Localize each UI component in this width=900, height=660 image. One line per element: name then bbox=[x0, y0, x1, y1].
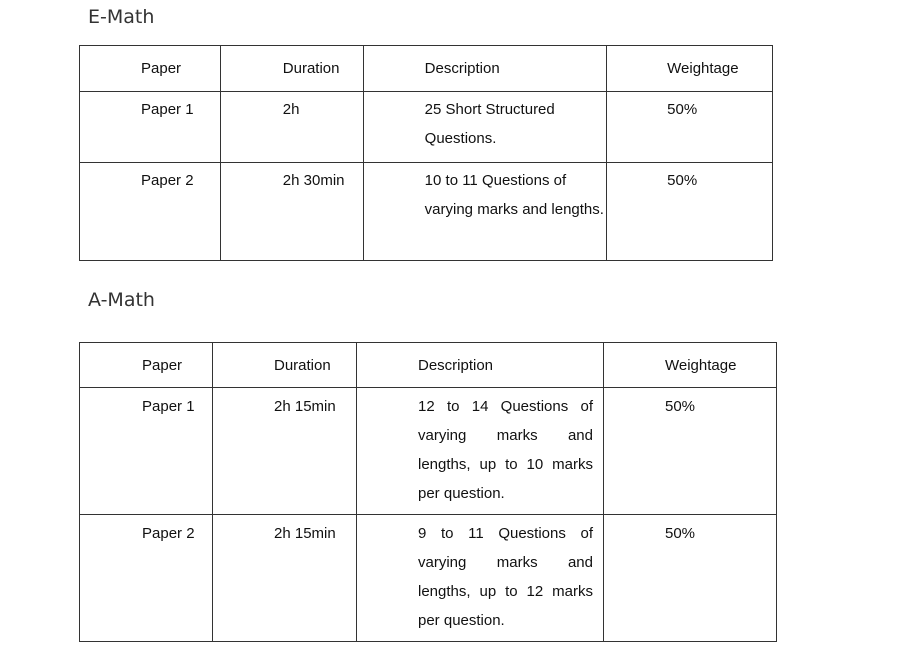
table-row bbox=[80, 388, 777, 515]
cell-paper: Paper 1 bbox=[80, 92, 221, 163]
cell-weightage: 50% bbox=[607, 92, 773, 163]
table-header-row bbox=[80, 46, 773, 92]
header-weightage: Weightage bbox=[604, 343, 777, 388]
table-row bbox=[80, 92, 773, 163]
header-duration: Duration bbox=[220, 46, 363, 92]
emath-table bbox=[79, 45, 773, 261]
cell-weightage: 50% bbox=[604, 388, 777, 515]
cell-description: 10 to 11 Questions of varying marks and lengths. bbox=[363, 163, 606, 261]
cell-duration: 2h 30min bbox=[220, 163, 363, 261]
cell-description: 25 Short Structured Questions. bbox=[363, 92, 606, 163]
header-paper: Paper bbox=[80, 343, 213, 388]
cell-weightage: 50% bbox=[607, 163, 773, 261]
header-duration: Duration bbox=[213, 343, 357, 388]
cell-description: 12 to 14 Questions of varying marks and lengths, up to 10 marks per question. bbox=[357, 388, 604, 515]
header-description: Description bbox=[357, 343, 604, 388]
cell-paper: Paper 1 bbox=[80, 388, 213, 515]
amath-title: A-Math bbox=[88, 289, 155, 311]
emath-title: E-Math bbox=[88, 6, 155, 28]
header-paper: Paper bbox=[80, 46, 221, 92]
cell-description: 9 to 11 Questions of varying marks and lengths, up to 12 marks per question. bbox=[357, 515, 604, 642]
table-row bbox=[80, 163, 773, 261]
cell-weightage: 50% bbox=[604, 515, 777, 642]
header-description: Description bbox=[363, 46, 606, 92]
table-row bbox=[80, 515, 777, 642]
cell-duration: 2h bbox=[220, 92, 363, 163]
cell-duration: 2h 15min bbox=[213, 388, 357, 515]
table-header-row bbox=[80, 343, 777, 388]
header-weightage: Weightage bbox=[607, 46, 773, 92]
amath-table bbox=[79, 342, 777, 642]
cell-paper: Paper 2 bbox=[80, 515, 213, 642]
cell-paper: Paper 2 bbox=[80, 163, 221, 261]
cell-duration: 2h 15min bbox=[213, 515, 357, 642]
